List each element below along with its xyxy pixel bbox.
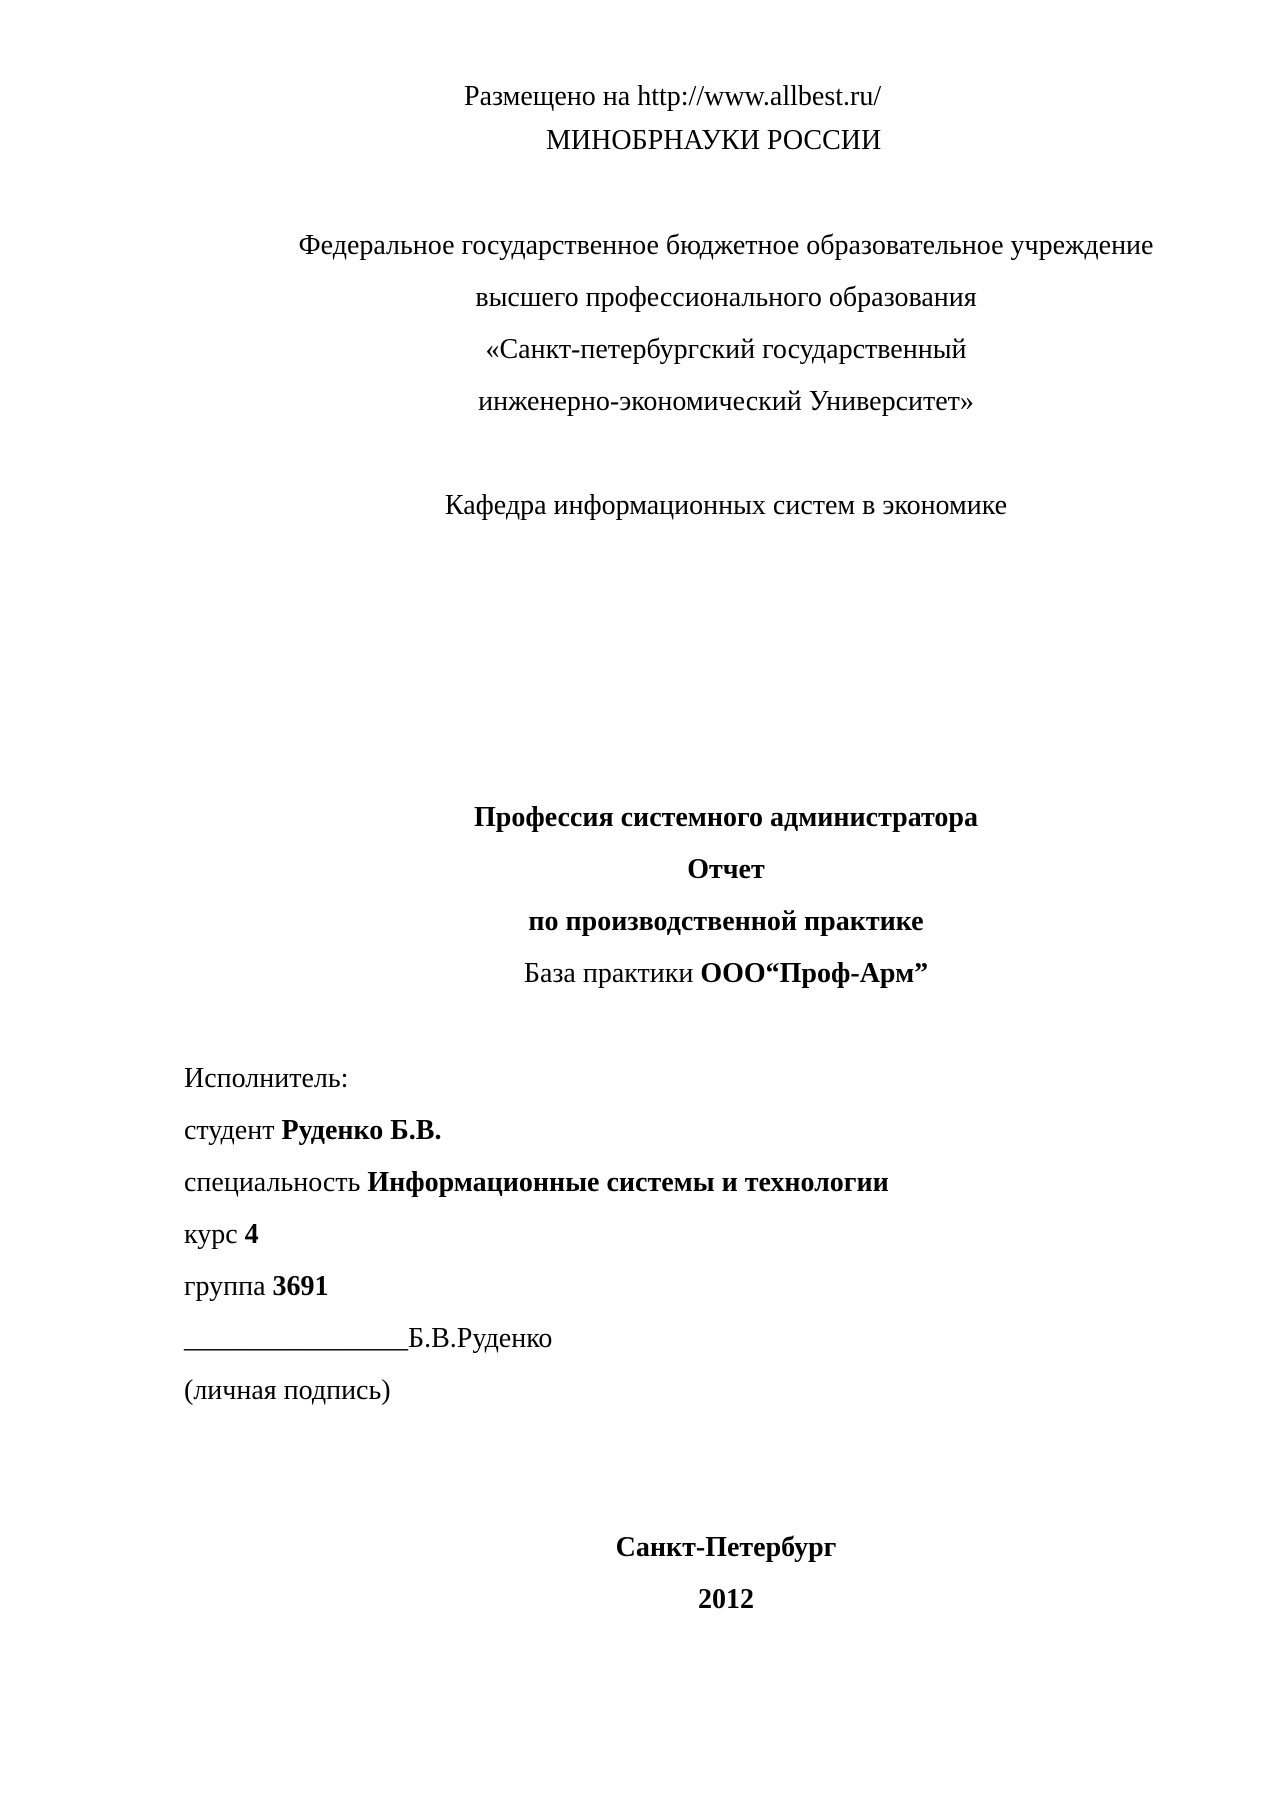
signature-caption: (личная подпись) — [184, 1375, 391, 1406]
report-topic-text: Профессия системного администратора — [474, 802, 978, 833]
ministry-title: МИНОБРНАУКИ РОССИИ — [546, 125, 882, 156]
signature-line: ________________Б.В.Руденко — [184, 1323, 553, 1354]
group-value: 3691 — [272, 1271, 329, 1302]
student-row — [184, 1114, 441, 1148]
performer-heading: Исполнитель: — [184, 1063, 349, 1094]
source-note: Размещено на http://www.allbest.ru/ — [464, 81, 882, 112]
city — [0, 1531, 1280, 1565]
course-value: 4 — [244, 1219, 259, 1250]
institution-line-1: Федеральное государственное бюджетное образовательное учреждение — [298, 230, 1154, 261]
practice-base — [0, 957, 1280, 991]
department: Кафедра информационных систем в экономике — [444, 490, 1008, 521]
student-name: Руденко Б.В. — [281, 1115, 442, 1146]
practice-base-value: ООО“Проф-Арм” — [700, 958, 929, 989]
report-type — [0, 853, 1280, 887]
group-row — [184, 1270, 329, 1304]
course-row — [184, 1218, 259, 1252]
institution-line-4: инженерно-экономический Университет» — [478, 386, 974, 417]
group-label: группа — [184, 1271, 273, 1302]
institution-line-2: высшего профессионального образования — [475, 282, 977, 313]
city-text: Санкт-Петербург — [615, 1532, 837, 1563]
student-label: студент — [184, 1115, 282, 1146]
report-subject — [0, 905, 1280, 939]
practice-base-label: База практики — [523, 958, 701, 989]
specialty-label: специальность — [184, 1167, 368, 1198]
year-text: 2012 — [698, 1584, 754, 1615]
report-type-text: Отчет — [687, 854, 765, 885]
specialty-row — [184, 1166, 889, 1200]
specialty-value: Информационные системы и технологии — [367, 1167, 889, 1198]
year — [0, 1583, 1280, 1617]
report-subject-text: по производственной практике — [528, 906, 924, 937]
institution-line-3: «Санкт-петербургский государственный — [485, 334, 967, 365]
report-topic — [0, 801, 1280, 835]
course-label: курс — [184, 1219, 245, 1250]
